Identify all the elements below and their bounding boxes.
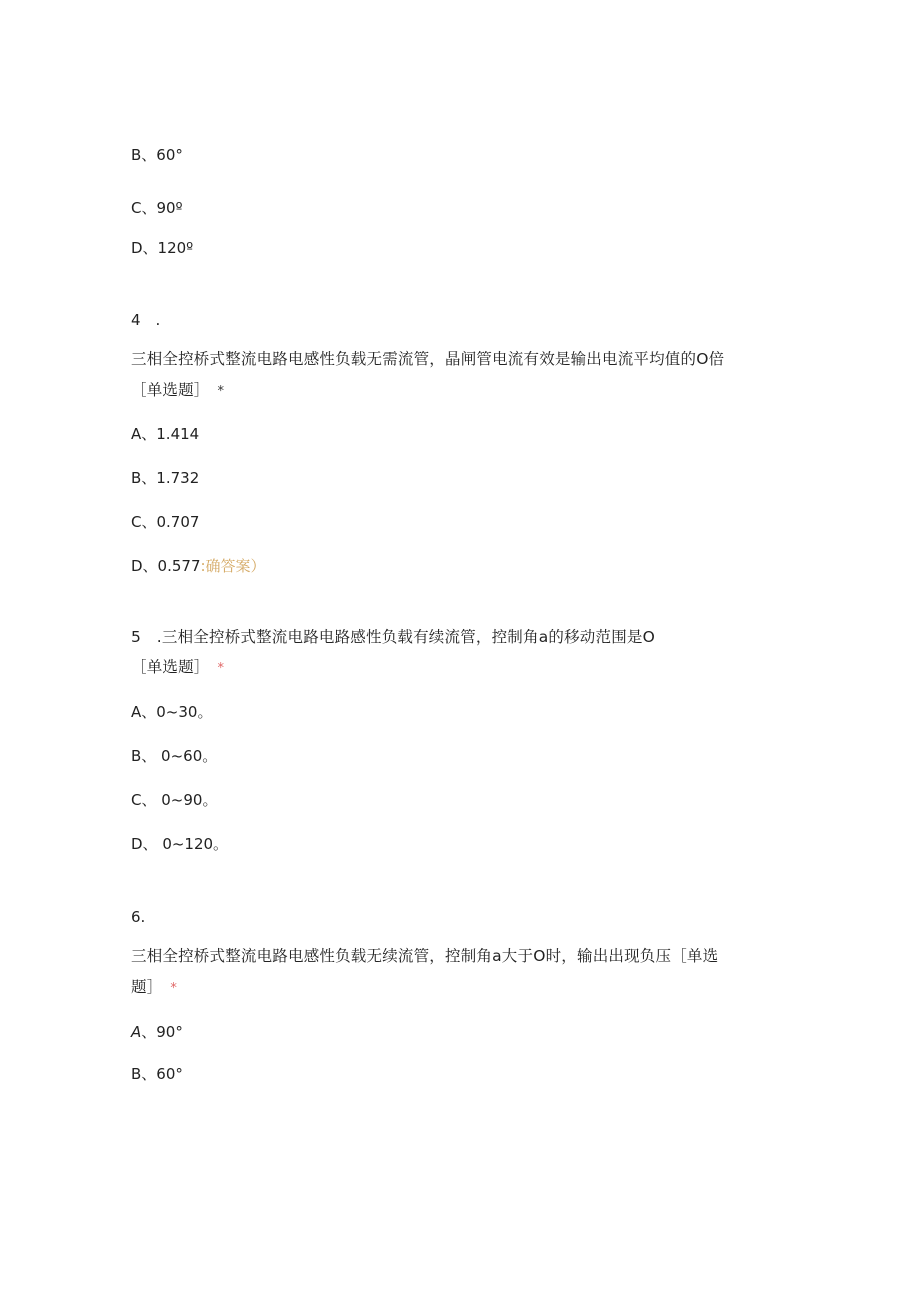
q6-option-b: B、60° [131,1065,183,1083]
q4-number: 4 . [131,311,161,329]
q6-question-type [131,977,177,999]
q4-option-d [131,556,266,576]
q5-option-b: B、 0~60。 [131,747,218,765]
q3-option-c: C、90º [131,199,183,217]
q6-number: 6. [131,908,146,926]
q4-type-label: ［单选题］ [131,381,210,399]
q4-option-a: A、1.414 [131,425,200,443]
q5-stem: 5 .三相全控桥式整流电路电路感性负载有续流管，控制角a的移动范围是O [131,628,655,646]
q4-question-type [131,380,224,402]
q4-option-b: B、1.732 [131,469,200,487]
q4-option-d-text: D、0.577 [131,557,201,575]
required-asterisk: * [170,981,178,996]
q6-option-a-text: 、90° [141,1023,183,1041]
q5-question-type [131,657,224,679]
q6-stem: 三相全控桥式整流电路电感性负载无续流管，控制角a大于O时，输出出现负压［单选 [131,947,719,965]
q4-option-c: C、0.707 [131,513,200,531]
q6-type-label: 题］ [131,978,163,996]
correct-answer-note: :确答案） [200,557,266,575]
q5-option-c: C、 0~90。 [131,791,218,809]
q6-option-a [131,1022,183,1042]
q6-option-a-letter: A [131,1023,142,1041]
q5-type-label: ［单选题］ [131,658,210,676]
q5-option-d: D、 0~120。 [131,835,229,853]
q4-stem: 三相全控桥式整流电路电感性负载无需流管，晶闸管电流有效是输出电流平均值的O倍 [131,350,725,368]
required-asterisk: * [217,384,225,399]
required-asterisk: * [217,661,225,676]
q3-option-d: D、120º [131,239,194,257]
q5-option-a: A、0~30。 [131,703,213,721]
q3-option-b: B、60° [131,146,183,164]
